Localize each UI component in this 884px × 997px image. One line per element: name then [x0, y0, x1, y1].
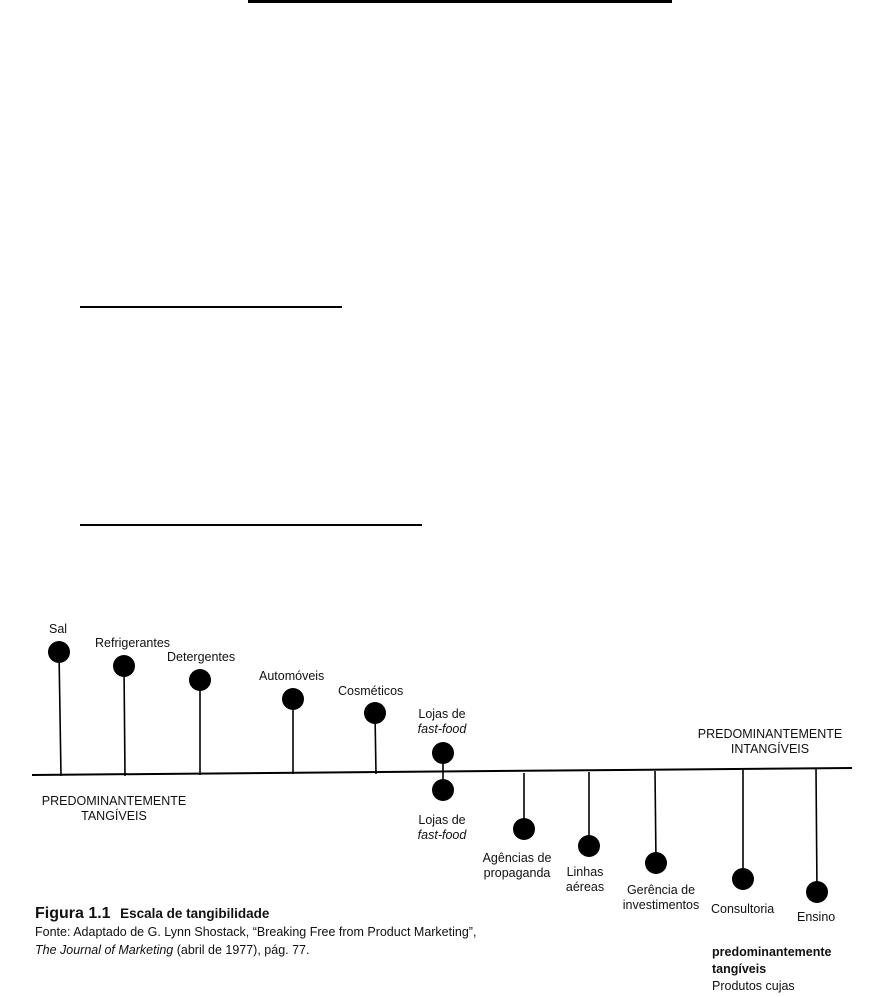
label-line: aéreas	[565, 880, 605, 894]
point-lojas-fast-food-above	[432, 742, 454, 764]
label-lojas-fast-food-below	[418, 813, 467, 843]
label-sal: Sal	[49, 622, 68, 636]
label-ensino: Ensino	[797, 910, 836, 924]
figure-source-rest: (abril de 1977), pág. 77.	[173, 943, 310, 957]
figure-source-line	[35, 941, 476, 959]
label-line: Gerência de	[626, 883, 696, 897]
label-line: TANGÍVEIS	[81, 809, 147, 823]
label-line: propaganda	[483, 866, 551, 880]
point-linhas-aereas	[578, 835, 600, 857]
point-cosmeticos	[364, 702, 386, 724]
label-cosmeticos: Cosméticos	[338, 684, 404, 698]
point-gerencia-de-investimentos	[645, 852, 667, 874]
label-agencias-de-propaganda	[483, 851, 552, 881]
section-rule	[80, 306, 342, 308]
label-line: PREDOMINANTEMENTE	[697, 727, 843, 741]
side-note	[712, 944, 831, 995]
label-line: Lojas de	[418, 707, 466, 721]
stem-sal	[59, 652, 61, 776]
side-note-text: Produtos cujas	[712, 979, 795, 993]
scale-axis	[32, 768, 852, 775]
label-line: fast-food	[417, 828, 467, 842]
figure-source-line: Fonte: Adaptado de G. Lynn Shostack, “Breaking Free from Product Marketing”,	[35, 925, 477, 939]
label-refrigerantes: Refrigerantes	[95, 636, 171, 650]
label-line: Lojas de	[418, 813, 466, 827]
label-consultoria: Consultoria	[711, 902, 775, 916]
side-note-bold: tangíveis	[712, 962, 767, 976]
figure-caption	[35, 905, 476, 959]
top-rule	[248, 0, 672, 3]
point-agencias-de-propaganda	[513, 818, 535, 840]
point-sal	[48, 641, 70, 663]
stem-ensino	[816, 769, 817, 892]
point-consultoria	[732, 868, 754, 890]
label-line: Linhas	[566, 865, 604, 879]
figure-source-journal: The Journal of Marketing	[35, 943, 174, 957]
point-refrigerantes	[113, 655, 135, 677]
label-automoveis: Automóveis	[259, 669, 325, 683]
stem-refrigerantes	[124, 666, 125, 776]
figure-title: Escala de tangibilidade	[120, 906, 270, 921]
point-ensino	[806, 881, 828, 903]
label-line: INTANGÍVEIS	[730, 742, 810, 756]
figure-title-line	[35, 905, 476, 923]
label-predominantemente-tangiveis	[42, 794, 186, 824]
label-detergentes: Detergentes	[167, 650, 236, 664]
label-linhas-aereas	[566, 865, 604, 895]
label-gerencia-de-investimentos	[623, 883, 699, 913]
stem-gerencia	[655, 771, 656, 863]
label-lojas-fast-food-above	[418, 707, 467, 737]
section-rule	[80, 524, 422, 526]
point-detergentes	[189, 669, 211, 691]
point-automoveis	[282, 688, 304, 710]
label-predominantemente-intangiveis	[698, 727, 842, 757]
label-line: Agências de	[482, 851, 552, 865]
label-line: PREDOMINANTEMENTE	[41, 794, 187, 808]
point-lojas-fast-food-below	[432, 779, 454, 801]
label-line: investimentos	[622, 898, 700, 912]
figure-number: Figura 1.1	[35, 905, 111, 922]
label-line: fast-food	[417, 722, 467, 736]
side-note-bold: predominantemente	[712, 945, 832, 959]
